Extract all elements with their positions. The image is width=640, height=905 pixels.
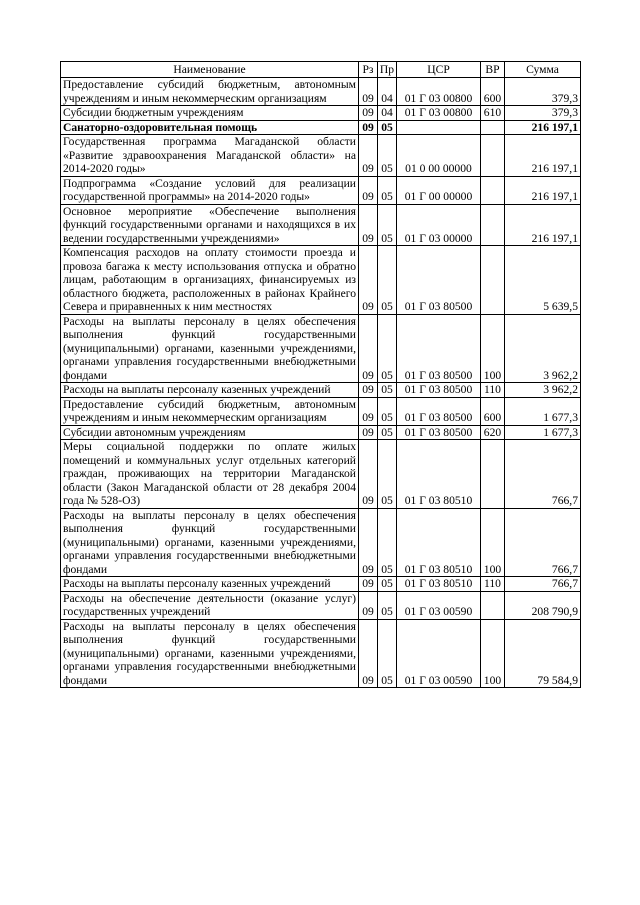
row-pr: 05 — [378, 383, 397, 398]
header-csr: ЦСР — [397, 62, 481, 78]
row-pr: 05 — [378, 577, 397, 592]
table-row — [61, 591, 581, 619]
table-row — [61, 246, 581, 315]
row-csr — [397, 120, 481, 135]
row-pr: 05 — [378, 246, 397, 315]
row-name: Предоставление субсидий бюджетным, автономным учреждениям и иным некоммерческим организациям — [61, 397, 359, 425]
row-sum: 766,7 — [505, 508, 581, 577]
row-csr: 01 Г 00 00000 — [397, 176, 481, 204]
header-row — [61, 62, 581, 78]
row-rz: 09 — [359, 314, 378, 383]
row-sum: 1 677,3 — [505, 425, 581, 440]
row-rz: 09 — [359, 176, 378, 204]
table-row — [61, 397, 581, 425]
row-vr — [481, 591, 505, 619]
row-vr — [481, 135, 505, 177]
row-csr: 01 Г 03 80500 — [397, 246, 481, 315]
row-name: Расходы на выплаты персоналу казенных учреждений — [61, 383, 359, 398]
row-csr: 01 Г 03 00590 — [397, 591, 481, 619]
row-sum: 766,7 — [505, 440, 581, 509]
row-sum: 216 197,1 — [505, 204, 581, 246]
row-vr: 600 — [481, 78, 505, 106]
row-csr: 01 Г 03 80500 — [397, 425, 481, 440]
row-rz: 09 — [359, 204, 378, 246]
row-vr: 610 — [481, 106, 505, 121]
row-sum: 5 639,5 — [505, 246, 581, 315]
row-name: Расходы на обеспечение деятельности (оказание услуг) государственных учреждений — [61, 591, 359, 619]
row-vr: 100 — [481, 508, 505, 577]
row-pr: 05 — [378, 425, 397, 440]
row-vr: 110 — [481, 577, 505, 592]
row-csr: 01 Г 03 80500 — [397, 397, 481, 425]
row-name: Компенсация расходов на оплату стоимости проезда и провоза багажа к месту использования отпуска и обратно лицам, работающим в организациях, финансируемых из областного бюджета, расположенных в районах Крайнего Севера и приравненных к ним местностях — [61, 246, 359, 315]
row-pr: 05 — [378, 204, 397, 246]
row-sum: 208 790,9 — [505, 591, 581, 619]
table-row — [61, 120, 581, 135]
row-sum: 766,7 — [505, 577, 581, 592]
row-csr: 01 Г 03 80510 — [397, 440, 481, 509]
row-vr — [481, 120, 505, 135]
row-rz: 09 — [359, 577, 378, 592]
row-pr: 05 — [378, 508, 397, 577]
header-rz: Рз — [359, 62, 378, 78]
table-row — [61, 425, 581, 440]
row-csr: 01 Г 03 00800 — [397, 78, 481, 106]
row-pr: 04 — [378, 78, 397, 106]
table-body — [61, 78, 581, 688]
row-name: Санаторно-оздоровительная помощь — [61, 120, 359, 135]
row-name: Предоставление субсидий бюджетным, автономным учреждениям и иным некоммерческим организациям — [61, 78, 359, 106]
table-row — [61, 619, 581, 688]
table-row — [61, 508, 581, 577]
row-name: Расходы на выплаты персоналу казенных учреждений — [61, 577, 359, 592]
row-vr — [481, 176, 505, 204]
row-csr: 01 Г 03 80500 — [397, 383, 481, 398]
row-name: Подпрограмма «Создание условий для реализации государственной программы» на 2014-2020 годы» — [61, 176, 359, 204]
row-name: Государственная программа Магаданской области «Развитие здравоохранения Магаданской области» на 2014-2020 годы» — [61, 135, 359, 177]
row-sum: 379,3 — [505, 106, 581, 121]
row-csr: 01 Г 03 80510 — [397, 508, 481, 577]
row-csr: 01 Г 03 00590 — [397, 619, 481, 688]
row-sum: 216 197,1 — [505, 120, 581, 135]
row-rz: 09 — [359, 508, 378, 577]
table-row — [61, 440, 581, 509]
row-pr: 05 — [378, 314, 397, 383]
row-pr: 05 — [378, 135, 397, 177]
table-row — [61, 204, 581, 246]
row-rz: 09 — [359, 120, 378, 135]
row-pr: 05 — [378, 619, 397, 688]
row-name: Меры социальной поддержки по оплате жилых помещений и коммунальных услуг отдельных категорий граждан, проживающих на территории Магаданской области (Закон Магаданской области от 28 декабря 2004 года № 528-ОЗ) — [61, 440, 359, 509]
row-sum: 3 962,2 — [505, 314, 581, 383]
row-rz: 09 — [359, 78, 378, 106]
row-vr — [481, 204, 505, 246]
row-name: Субсидии бюджетным учреждениям — [61, 106, 359, 121]
row-rz: 09 — [359, 106, 378, 121]
row-csr: 01 Г 03 80510 — [397, 577, 481, 592]
table-row — [61, 314, 581, 383]
row-pr: 05 — [378, 176, 397, 204]
table-row — [61, 135, 581, 177]
row-vr — [481, 246, 505, 315]
row-pr: 05 — [378, 591, 397, 619]
row-vr: 100 — [481, 314, 505, 383]
row-pr: 05 — [378, 120, 397, 135]
row-csr: 01 0 00 00000 — [397, 135, 481, 177]
table-row — [61, 577, 581, 592]
row-sum: 79 584,9 — [505, 619, 581, 688]
row-rz: 09 — [359, 397, 378, 425]
row-pr: 04 — [378, 106, 397, 121]
row-csr: 01 Г 03 00800 — [397, 106, 481, 121]
row-name: Субсидии автономным учреждениям — [61, 425, 359, 440]
row-vr — [481, 440, 505, 509]
row-name: Расходы на выплаты персоналу в целях обеспечения выполнения функций государственными (муниципальными) органами, казенными учреждениями, органами управления государственными внебюджетными фондами — [61, 619, 359, 688]
row-name: Расходы на выплаты персоналу в целях обеспечения выполнения функций государственными (муниципальными) органами, казенными учреждениями, органами управления государственными внебюджетными фондами — [61, 508, 359, 577]
row-sum: 216 197,1 — [505, 176, 581, 204]
row-rz: 09 — [359, 425, 378, 440]
row-sum: 379,3 — [505, 78, 581, 106]
row-rz: 09 — [359, 440, 378, 509]
row-vr: 100 — [481, 619, 505, 688]
header-name: Наименование — [61, 62, 359, 78]
row-rz: 09 — [359, 246, 378, 315]
table-row — [61, 106, 581, 121]
budget-table — [60, 61, 581, 688]
header-sum: Сумма — [505, 62, 581, 78]
row-sum: 216 197,1 — [505, 135, 581, 177]
row-pr: 05 — [378, 440, 397, 509]
row-sum: 1 677,3 — [505, 397, 581, 425]
row-csr: 01 Г 03 80500 — [397, 314, 481, 383]
row-pr: 05 — [378, 397, 397, 425]
table-row — [61, 176, 581, 204]
row-csr: 01 Г 03 00000 — [397, 204, 481, 246]
header-vr: ВР — [481, 62, 505, 78]
row-rz: 09 — [359, 135, 378, 177]
row-name: Основное мероприятие «Обеспечение выполнения функций государственными органами и находящихся в их ведении государственными учреждениями» — [61, 204, 359, 246]
row-rz: 09 — [359, 619, 378, 688]
row-vr: 110 — [481, 383, 505, 398]
row-rz: 09 — [359, 591, 378, 619]
row-vr: 600 — [481, 397, 505, 425]
row-sum: 3 962,2 — [505, 383, 581, 398]
row-name: Расходы на выплаты персоналу в целях обеспечения выполнения функций государственными (муниципальными) органами, казенными учреждениями, органами управления государственными внебюджетными фондами — [61, 314, 359, 383]
table-row — [61, 383, 581, 398]
header-pr: Пр — [378, 62, 397, 78]
table-row — [61, 78, 581, 106]
row-vr: 620 — [481, 425, 505, 440]
row-rz: 09 — [359, 383, 378, 398]
